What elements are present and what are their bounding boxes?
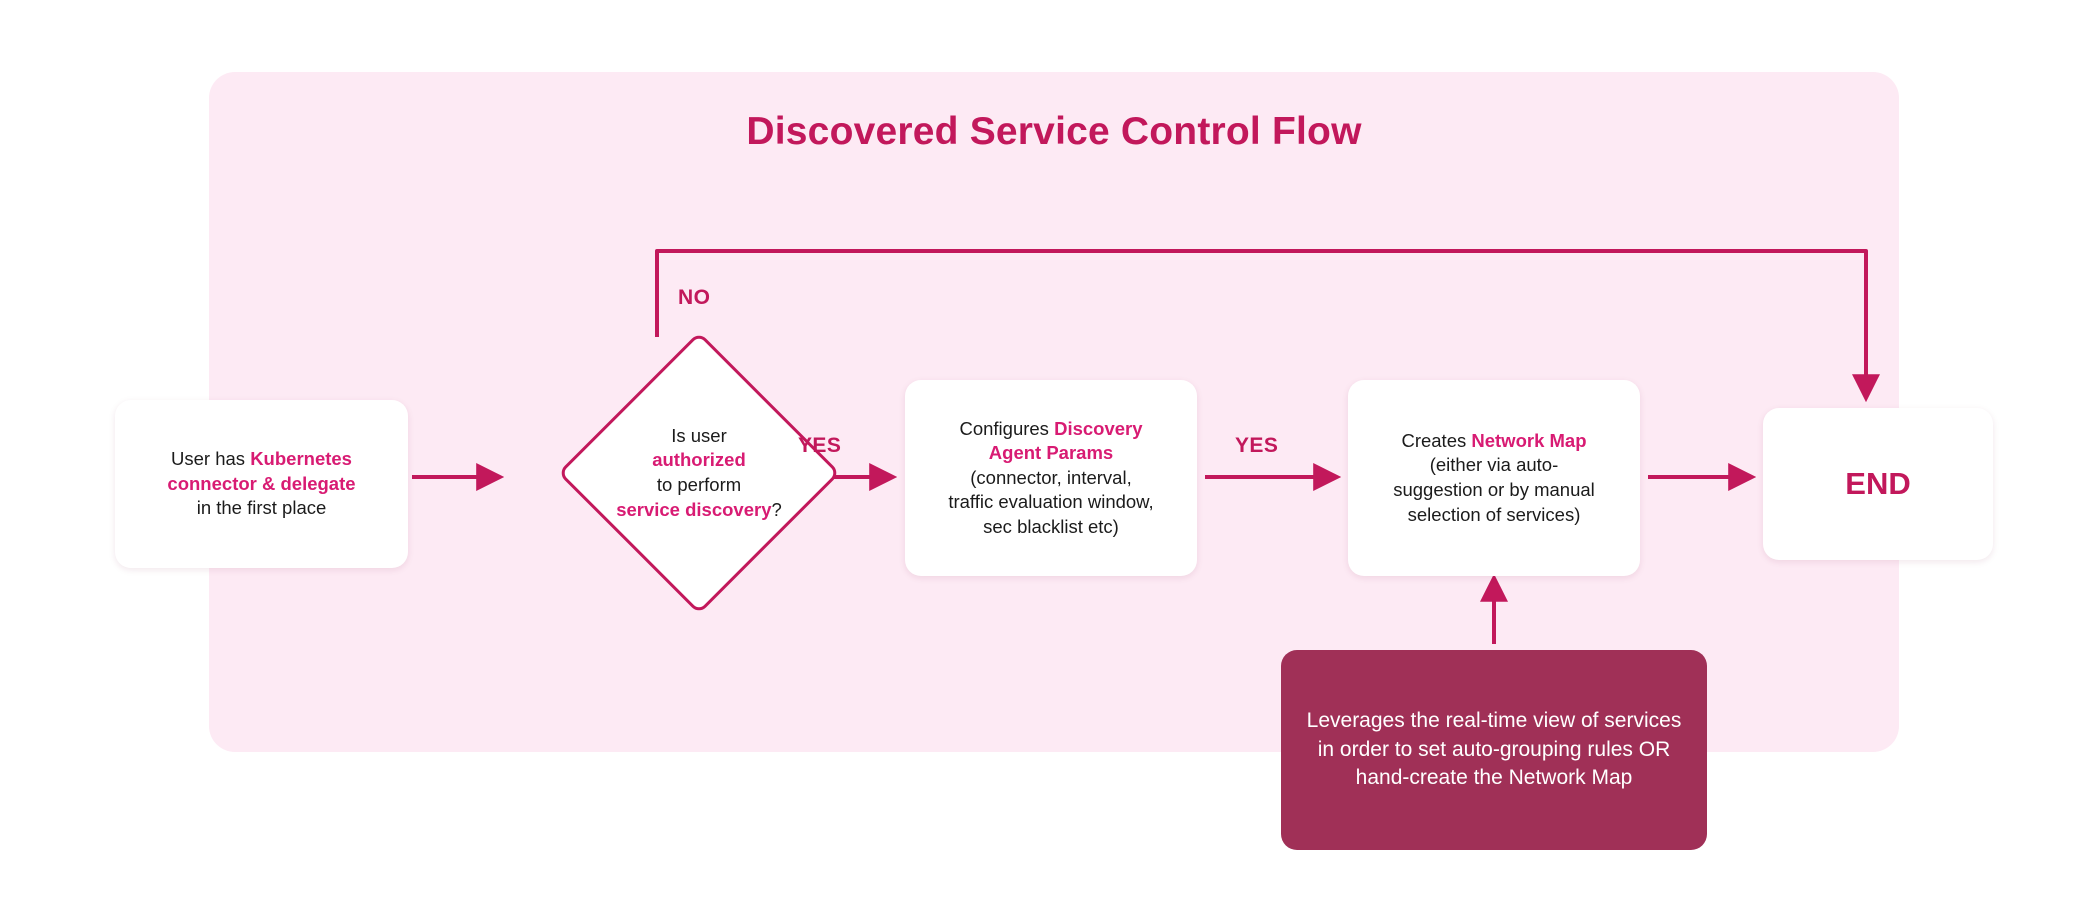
node-config-label: Configures Discovery Agent Params (connector, interval, traffic evaluation window, sec blacklist etc) [948,417,1154,537]
node-end-label: END [1845,466,1911,502]
node-configure-discovery-agent[interactable] [905,380,1197,576]
edge-label-yes-config: YES [1235,434,1279,457]
node-decision-label: Is user authorized to perform service discovery? [616,424,782,520]
node-user-prerequisite[interactable] [115,400,408,568]
edge-label-no: NO [678,286,711,309]
edge-label-yes-decision: YES [798,434,842,457]
page-title: Discovered Service Control Flow [746,110,1362,153]
node-create-network-map[interactable] [1348,380,1640,576]
node-user-label: User has Kubernetes connector & delegate in the first place [167,448,356,519]
node-map-label: Creates Network Map (either via auto- suggestion or by manual selection of services) [1393,429,1595,525]
node-authorization-decision[interactable] [563,337,835,609]
node-end[interactable] [1763,408,1993,560]
note-realtime-view[interactable] [1281,650,1707,850]
note-text: Leverages the real-time view of services in order to set auto-grouping rules OR hand-create the Network Map [1306,708,1682,790]
